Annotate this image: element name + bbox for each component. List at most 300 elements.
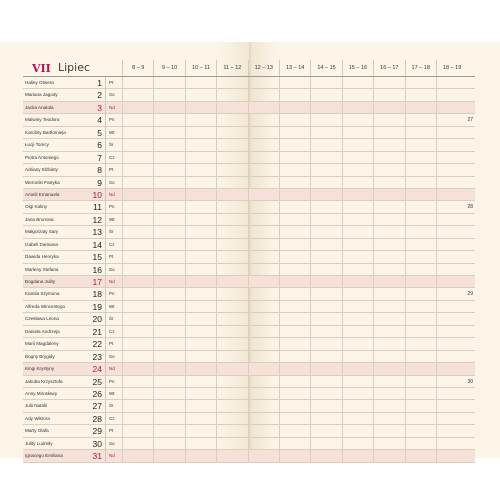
hour-slot xyxy=(373,164,404,176)
hour-slot xyxy=(248,226,279,238)
nameday-text: Marty Olafa xyxy=(25,428,49,434)
hour-slot xyxy=(436,139,467,151)
hour-slot xyxy=(122,177,153,189)
hour-slot xyxy=(185,226,216,238)
hour-slot xyxy=(122,201,153,213)
hour-slot xyxy=(216,388,247,400)
hour-slot xyxy=(310,226,341,238)
planner-spread xyxy=(0,42,500,462)
hour-slot xyxy=(216,201,247,213)
hour-slot xyxy=(436,189,467,201)
number-separator xyxy=(105,201,106,213)
hour-slots xyxy=(122,114,467,126)
weekday-abbr: So xyxy=(109,92,115,98)
hour-slot xyxy=(310,338,341,350)
hour-slots xyxy=(122,326,467,338)
hour-slot xyxy=(216,313,247,325)
hour-slot xyxy=(216,177,247,189)
hour-slot xyxy=(216,152,247,164)
hour-slot xyxy=(436,164,467,176)
hour-slot xyxy=(373,214,404,226)
hour-slot xyxy=(373,264,404,276)
number-separator xyxy=(105,351,106,363)
hour-slot xyxy=(153,288,184,300)
hour-slot xyxy=(373,363,404,375)
hour-slot xyxy=(122,102,153,114)
nameday-text: Jacka Anatola xyxy=(25,104,54,110)
hour-slots xyxy=(122,189,467,201)
hour-slot xyxy=(153,351,184,363)
hour-slot xyxy=(122,313,153,325)
number-separator xyxy=(105,239,106,251)
nameday-text: Alfreda Wincentego xyxy=(25,303,66,309)
hour-slot xyxy=(405,114,436,126)
hour-slot xyxy=(405,189,436,201)
hour-slot xyxy=(153,276,184,288)
hour-slot xyxy=(153,102,184,114)
hour-slot xyxy=(216,164,247,176)
hour-slot xyxy=(436,177,467,189)
hour-slot xyxy=(310,276,341,288)
hour-slot xyxy=(436,338,467,350)
hour-slot xyxy=(279,388,310,400)
weekday-abbr: So xyxy=(109,266,115,272)
hour-slot xyxy=(248,413,279,425)
nameday-text: Ignacego Emiliana xyxy=(25,453,63,459)
hour-slots xyxy=(122,363,467,375)
hour-slot xyxy=(122,450,153,462)
hour-slot xyxy=(279,288,310,300)
day-number: 4 xyxy=(97,115,102,126)
hour-slot xyxy=(373,251,404,263)
day-number: 20 xyxy=(92,314,102,325)
hour-slot xyxy=(310,388,341,400)
hour-slot xyxy=(436,326,467,338)
hour-slot xyxy=(185,251,216,263)
weekday-abbr: Śr xyxy=(109,142,114,148)
hour-slot xyxy=(279,450,310,462)
hour-slot xyxy=(342,177,373,189)
weekday-abbr: Cz xyxy=(109,415,115,421)
day-row xyxy=(23,152,475,164)
hour-slot xyxy=(405,363,436,375)
nameday-text: Julii Natalii xyxy=(25,403,47,409)
hour-slot xyxy=(153,400,184,412)
hour-slot xyxy=(216,114,247,126)
hour-slot xyxy=(405,77,436,89)
weekday-abbr: Wt xyxy=(109,129,115,135)
hour-slot xyxy=(405,301,436,313)
day-row xyxy=(23,164,475,176)
hour-slot xyxy=(153,152,184,164)
hour-slot xyxy=(405,139,436,151)
number-separator xyxy=(105,450,106,462)
hour-slot xyxy=(153,214,184,226)
hour-header-cell: 16 – 17 xyxy=(373,60,404,76)
hour-slot xyxy=(436,376,467,388)
hour-slot xyxy=(153,127,184,139)
hour-slot xyxy=(185,89,216,101)
hour-slot xyxy=(122,264,153,276)
weekday-abbr: Cz xyxy=(109,154,115,160)
hour-slot xyxy=(185,301,216,313)
hour-header-cell: 9 – 10 xyxy=(153,60,184,76)
hour-slot xyxy=(185,326,216,338)
hour-slot xyxy=(216,351,247,363)
number-separator xyxy=(105,264,106,276)
hour-slot xyxy=(122,338,153,350)
hour-slot xyxy=(153,438,184,450)
day-row xyxy=(23,177,475,189)
number-separator xyxy=(105,152,106,164)
hour-slot xyxy=(279,127,310,139)
hour-slot xyxy=(185,438,216,450)
day-row xyxy=(23,313,475,325)
nameday-text: Malwiny Teodora xyxy=(25,117,60,123)
hour-slot xyxy=(153,177,184,189)
hour-slot xyxy=(405,164,436,176)
number-separator xyxy=(105,338,106,350)
number-separator xyxy=(105,89,106,101)
hour-slots xyxy=(122,425,467,437)
hour-slot xyxy=(216,301,247,313)
number-separator xyxy=(105,326,106,338)
hour-slot xyxy=(185,189,216,201)
hour-slot xyxy=(436,288,467,300)
hour-slot xyxy=(153,226,184,238)
hour-slot xyxy=(436,363,467,375)
hour-slot xyxy=(342,276,373,288)
hour-slot xyxy=(216,264,247,276)
hour-slot xyxy=(248,376,279,388)
hour-slot xyxy=(153,251,184,263)
day-number: 14 xyxy=(92,239,102,250)
day-number: 3 xyxy=(97,102,102,113)
hour-slot xyxy=(185,376,216,388)
hour-slot xyxy=(279,301,310,313)
hour-slot xyxy=(436,413,467,425)
hour-slot xyxy=(185,363,216,375)
hour-slot xyxy=(405,326,436,338)
nameday-text: Czesława Leona xyxy=(25,316,59,322)
hour-slot xyxy=(185,338,216,350)
hour-slot xyxy=(279,351,310,363)
number-separator xyxy=(105,164,106,176)
hour-slot xyxy=(405,264,436,276)
hour-slot xyxy=(279,413,310,425)
hour-slot xyxy=(279,326,310,338)
hour-slot xyxy=(216,413,247,425)
hour-slots xyxy=(122,77,467,89)
hour-slot xyxy=(153,239,184,251)
nameday-text: Karoliny Bartłomieja xyxy=(25,129,66,135)
hour-slot xyxy=(153,164,184,176)
number-separator xyxy=(105,114,106,126)
hour-slot xyxy=(185,201,216,213)
day-row xyxy=(23,288,475,300)
week-number: 30 xyxy=(467,378,473,385)
hour-slot xyxy=(373,438,404,450)
weekday-abbr: Pt xyxy=(109,341,114,347)
day-row xyxy=(23,301,475,313)
hour-slot xyxy=(310,251,341,263)
hour-slot xyxy=(248,400,279,412)
day-number: 11 xyxy=(93,202,102,213)
hour-slot xyxy=(342,264,373,276)
weekday-abbr: Śr xyxy=(109,229,114,235)
hour-slots xyxy=(122,127,467,139)
hour-slot xyxy=(279,338,310,350)
hour-slot xyxy=(248,102,279,114)
day-row xyxy=(23,425,475,437)
hour-slot xyxy=(153,413,184,425)
hour-slot xyxy=(405,413,436,425)
hour-slot xyxy=(185,288,216,300)
hour-slot xyxy=(373,226,404,238)
day-row xyxy=(23,102,475,114)
weekday-abbr: Wt xyxy=(109,216,115,222)
hour-slot xyxy=(310,114,341,126)
number-separator xyxy=(105,376,106,388)
weekday-abbr: Wt xyxy=(109,390,115,396)
hour-slot xyxy=(310,438,341,450)
weekday-abbr: Cz xyxy=(109,328,115,334)
hour-slot xyxy=(122,214,153,226)
hour-slot xyxy=(373,351,404,363)
hour-slots xyxy=(122,276,467,288)
hour-slot xyxy=(122,438,153,450)
hour-slot xyxy=(342,77,373,89)
hour-slots xyxy=(122,102,467,114)
hour-slot xyxy=(153,264,184,276)
hour-slot xyxy=(248,251,279,263)
day-number: 24 xyxy=(92,364,102,375)
hour-slot xyxy=(436,226,467,238)
hour-slot xyxy=(122,413,153,425)
hour-slot xyxy=(185,114,216,126)
hour-slot xyxy=(436,351,467,363)
weekday-abbr: Pt xyxy=(109,428,114,434)
weekday-abbr: Wt xyxy=(109,303,115,309)
day-row xyxy=(23,438,475,450)
hour-slots xyxy=(122,288,467,300)
hour-slot xyxy=(310,177,341,189)
hour-slot xyxy=(436,450,467,462)
hour-slot xyxy=(153,338,184,350)
hour-slot xyxy=(279,239,310,251)
nameday-text: Bogdana Julity xyxy=(25,279,56,284)
hour-slot xyxy=(248,363,279,375)
hour-slot xyxy=(342,102,373,114)
hour-slot xyxy=(248,276,279,288)
hour-slot xyxy=(153,326,184,338)
hour-slot xyxy=(185,388,216,400)
number-separator xyxy=(105,288,106,300)
hour-slot xyxy=(342,326,373,338)
number-separator xyxy=(105,400,106,412)
hour-slot xyxy=(310,301,341,313)
day-row xyxy=(23,201,475,213)
hour-slot xyxy=(216,77,247,89)
number-separator xyxy=(105,388,106,400)
day-number: 15 xyxy=(92,252,102,263)
hour-slot xyxy=(342,251,373,263)
hour-slot xyxy=(436,251,467,263)
hour-slot xyxy=(310,363,341,375)
day-number: 8 xyxy=(97,165,102,176)
hour-slot xyxy=(279,102,310,114)
hour-slot xyxy=(405,214,436,226)
hour-slot xyxy=(248,388,279,400)
day-number: 28 xyxy=(92,413,102,424)
hour-slot xyxy=(436,89,467,101)
hour-slots xyxy=(122,239,467,251)
hour-slot xyxy=(436,400,467,412)
hour-slot xyxy=(248,214,279,226)
day-number: 26 xyxy=(92,388,102,399)
hour-slot xyxy=(153,301,184,313)
day-number: 17 xyxy=(92,277,102,287)
hour-slot xyxy=(185,139,216,151)
nameday-text: Adriany Elżbiety xyxy=(25,167,58,173)
weekday-abbr: Nd xyxy=(109,366,115,372)
hour-slot xyxy=(405,152,436,164)
hour-slot xyxy=(436,313,467,325)
day-number: 10 xyxy=(92,189,102,200)
weekday-abbr: Pn xyxy=(109,204,115,210)
hour-slot xyxy=(216,226,247,238)
hour-slot xyxy=(373,139,404,151)
hours-header xyxy=(122,60,467,76)
hour-slot xyxy=(342,363,373,375)
hour-slot xyxy=(405,400,436,412)
day-number: 19 xyxy=(92,301,102,312)
day-row xyxy=(23,77,475,89)
hour-slot xyxy=(342,301,373,313)
hour-slot xyxy=(373,177,404,189)
hour-slot xyxy=(122,152,153,164)
hour-slot xyxy=(185,177,216,189)
day-row xyxy=(23,139,475,151)
day-number: 21 xyxy=(92,326,102,337)
hour-slot xyxy=(342,214,373,226)
hour-slots xyxy=(122,338,467,350)
hour-slot xyxy=(310,89,341,101)
hour-slot xyxy=(310,77,341,89)
hour-slot xyxy=(342,376,373,388)
hour-slot xyxy=(310,201,341,213)
hour-slot xyxy=(122,276,153,288)
number-separator xyxy=(105,425,106,437)
nameday-text: Haliny Otwera xyxy=(25,80,54,85)
hour-slot xyxy=(185,127,216,139)
hour-slot xyxy=(436,438,467,450)
number-separator xyxy=(105,276,106,288)
hour-slot xyxy=(436,425,467,437)
hour-slot xyxy=(122,251,153,263)
hour-slot xyxy=(373,77,404,89)
day-row xyxy=(23,251,475,263)
day-number: 18 xyxy=(92,289,102,300)
day-number: 16 xyxy=(92,264,102,275)
hour-slot xyxy=(405,276,436,288)
hour-slot xyxy=(405,376,436,388)
hour-slot xyxy=(185,425,216,437)
day-row xyxy=(23,413,475,425)
hour-slot xyxy=(310,425,341,437)
hour-slot xyxy=(185,214,216,226)
hour-slot xyxy=(342,127,373,139)
hour-slots xyxy=(122,400,467,412)
day-number: 23 xyxy=(92,351,102,362)
weekday-abbr: Nd xyxy=(109,453,115,459)
hour-slots xyxy=(122,251,467,263)
number-separator xyxy=(105,363,106,375)
hour-slots xyxy=(122,226,467,238)
hour-slot xyxy=(122,425,153,437)
hour-slot xyxy=(185,164,216,176)
hour-slot xyxy=(279,400,310,412)
day-row xyxy=(23,376,475,388)
hour-slot xyxy=(310,326,341,338)
hour-slot xyxy=(310,264,341,276)
day-row xyxy=(23,114,475,126)
number-separator xyxy=(105,214,106,226)
hour-slot xyxy=(248,77,279,89)
hour-slot xyxy=(216,276,247,288)
nameday-text: Julity Ludmiły xyxy=(25,440,53,446)
number-separator xyxy=(105,139,106,151)
hour-slot xyxy=(405,102,436,114)
day-number: 30 xyxy=(92,438,102,449)
hour-slot xyxy=(248,326,279,338)
weekday-abbr: Pt xyxy=(109,167,114,173)
hour-slot xyxy=(248,301,279,313)
weekday-abbr: Pn xyxy=(109,291,115,297)
hour-header-cell: 8 – 9 xyxy=(122,60,153,76)
hour-slot xyxy=(342,239,373,251)
hour-slot xyxy=(373,326,404,338)
hour-slot xyxy=(279,376,310,388)
hour-slot xyxy=(216,102,247,114)
hour-slot xyxy=(310,413,341,425)
hour-slot xyxy=(342,400,373,412)
hour-slot xyxy=(342,425,373,437)
month-roman-numeral: VII xyxy=(32,62,51,75)
hour-slot xyxy=(405,226,436,238)
hour-slot xyxy=(279,139,310,151)
hour-slot xyxy=(310,152,341,164)
hour-slot xyxy=(436,214,467,226)
nameday-text: Ady Wiktora xyxy=(25,415,50,421)
hour-slot xyxy=(122,288,153,300)
hour-slot xyxy=(122,388,153,400)
weekday-abbr: Cz xyxy=(109,241,115,247)
hour-slot xyxy=(153,139,184,151)
day-number: 9 xyxy=(97,177,102,188)
weekday-abbr: Nd xyxy=(109,104,115,110)
hour-slot xyxy=(216,326,247,338)
hour-slot xyxy=(122,400,153,412)
hour-slot xyxy=(310,376,341,388)
hour-slot xyxy=(279,189,310,201)
hour-slot xyxy=(310,313,341,325)
hour-slot xyxy=(122,363,153,375)
hour-slot xyxy=(185,351,216,363)
weekday-abbr: Pt xyxy=(109,80,114,85)
hour-slot xyxy=(279,114,310,126)
hour-slot xyxy=(373,102,404,114)
